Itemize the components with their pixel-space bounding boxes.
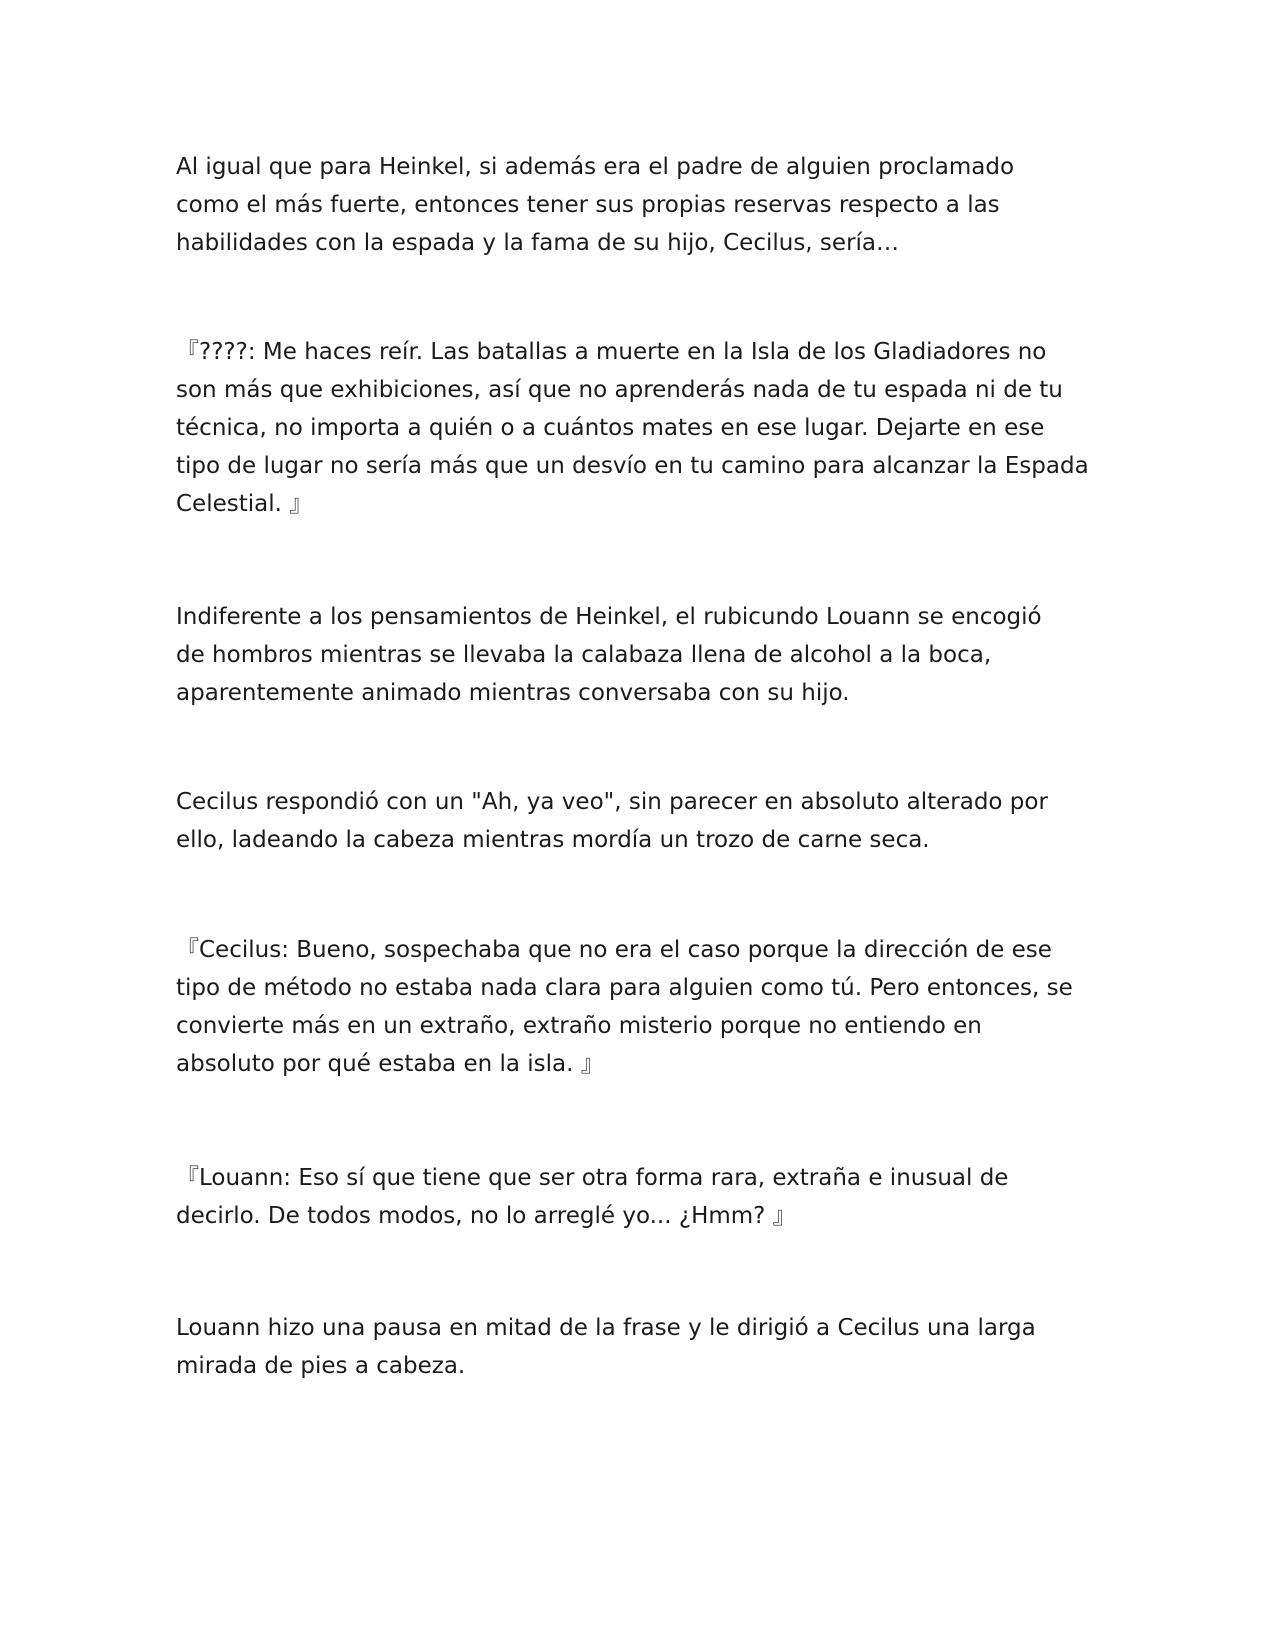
narration-paragraph: Al igual que para Heinkel, si además era el padre de alguien proclamado como el más fuerte, entonces tener sus propias reservas respecto a las habilidades con la espada y la fama de su hijo, Cecilus, sería… [176, 154, 1015, 256]
narration-paragraph: Cecilus respondió con un "Ah, ya veo", sin parecer en absoluto alterado por ello, ladeando la cabeza mientras mordía un trozo de carne seca. [176, 789, 1048, 853]
dialogue-paragraph: 『Cecilus: Bueno, sospechaba que no era el caso porque la dirección de ese tipo de método no estaba nada clara para alguien como tú. Pero entonces, se convierte más en un extraño, extraño misterio porque no entiendo en absoluto por qué estaba en la isla. 』 [176, 937, 1073, 1077]
narration-paragraph: Louann hizo una pausa en mitad de la frase y le dirigió a Cecilus una larga mirada de pies a cabeza. [176, 1315, 1036, 1379]
dialogue-paragraph: 『????: Me haces reír. Las batallas a muerte en la Isla de los Gladiadores no son más que exhibiciones, así que no aprenderás nada de tu espada ni de tu técnica, no importa a quién o a cuántos mates en ese lugar. Dejarte en ese tipo de lugar no sería más que un desvío en tu camino para alcanzar la Espada Celestial. 』 [176, 339, 1089, 517]
dialogue-paragraph: 『Louann: Eso sí que tiene que ser otra forma rara, extraña e inusual de decirlo. De todos modos, no lo arreglé yo... ¿Hmm? 』 [176, 1165, 1009, 1229]
narration-paragraph: Indiferente a los pensamientos de Heinkel, el rubicundo Louann se encogió de hombros mientras se llevaba la calabaza llena de alcohol a la boca, aparentemente animado mientras conversaba con su hijo. [176, 604, 1042, 706]
